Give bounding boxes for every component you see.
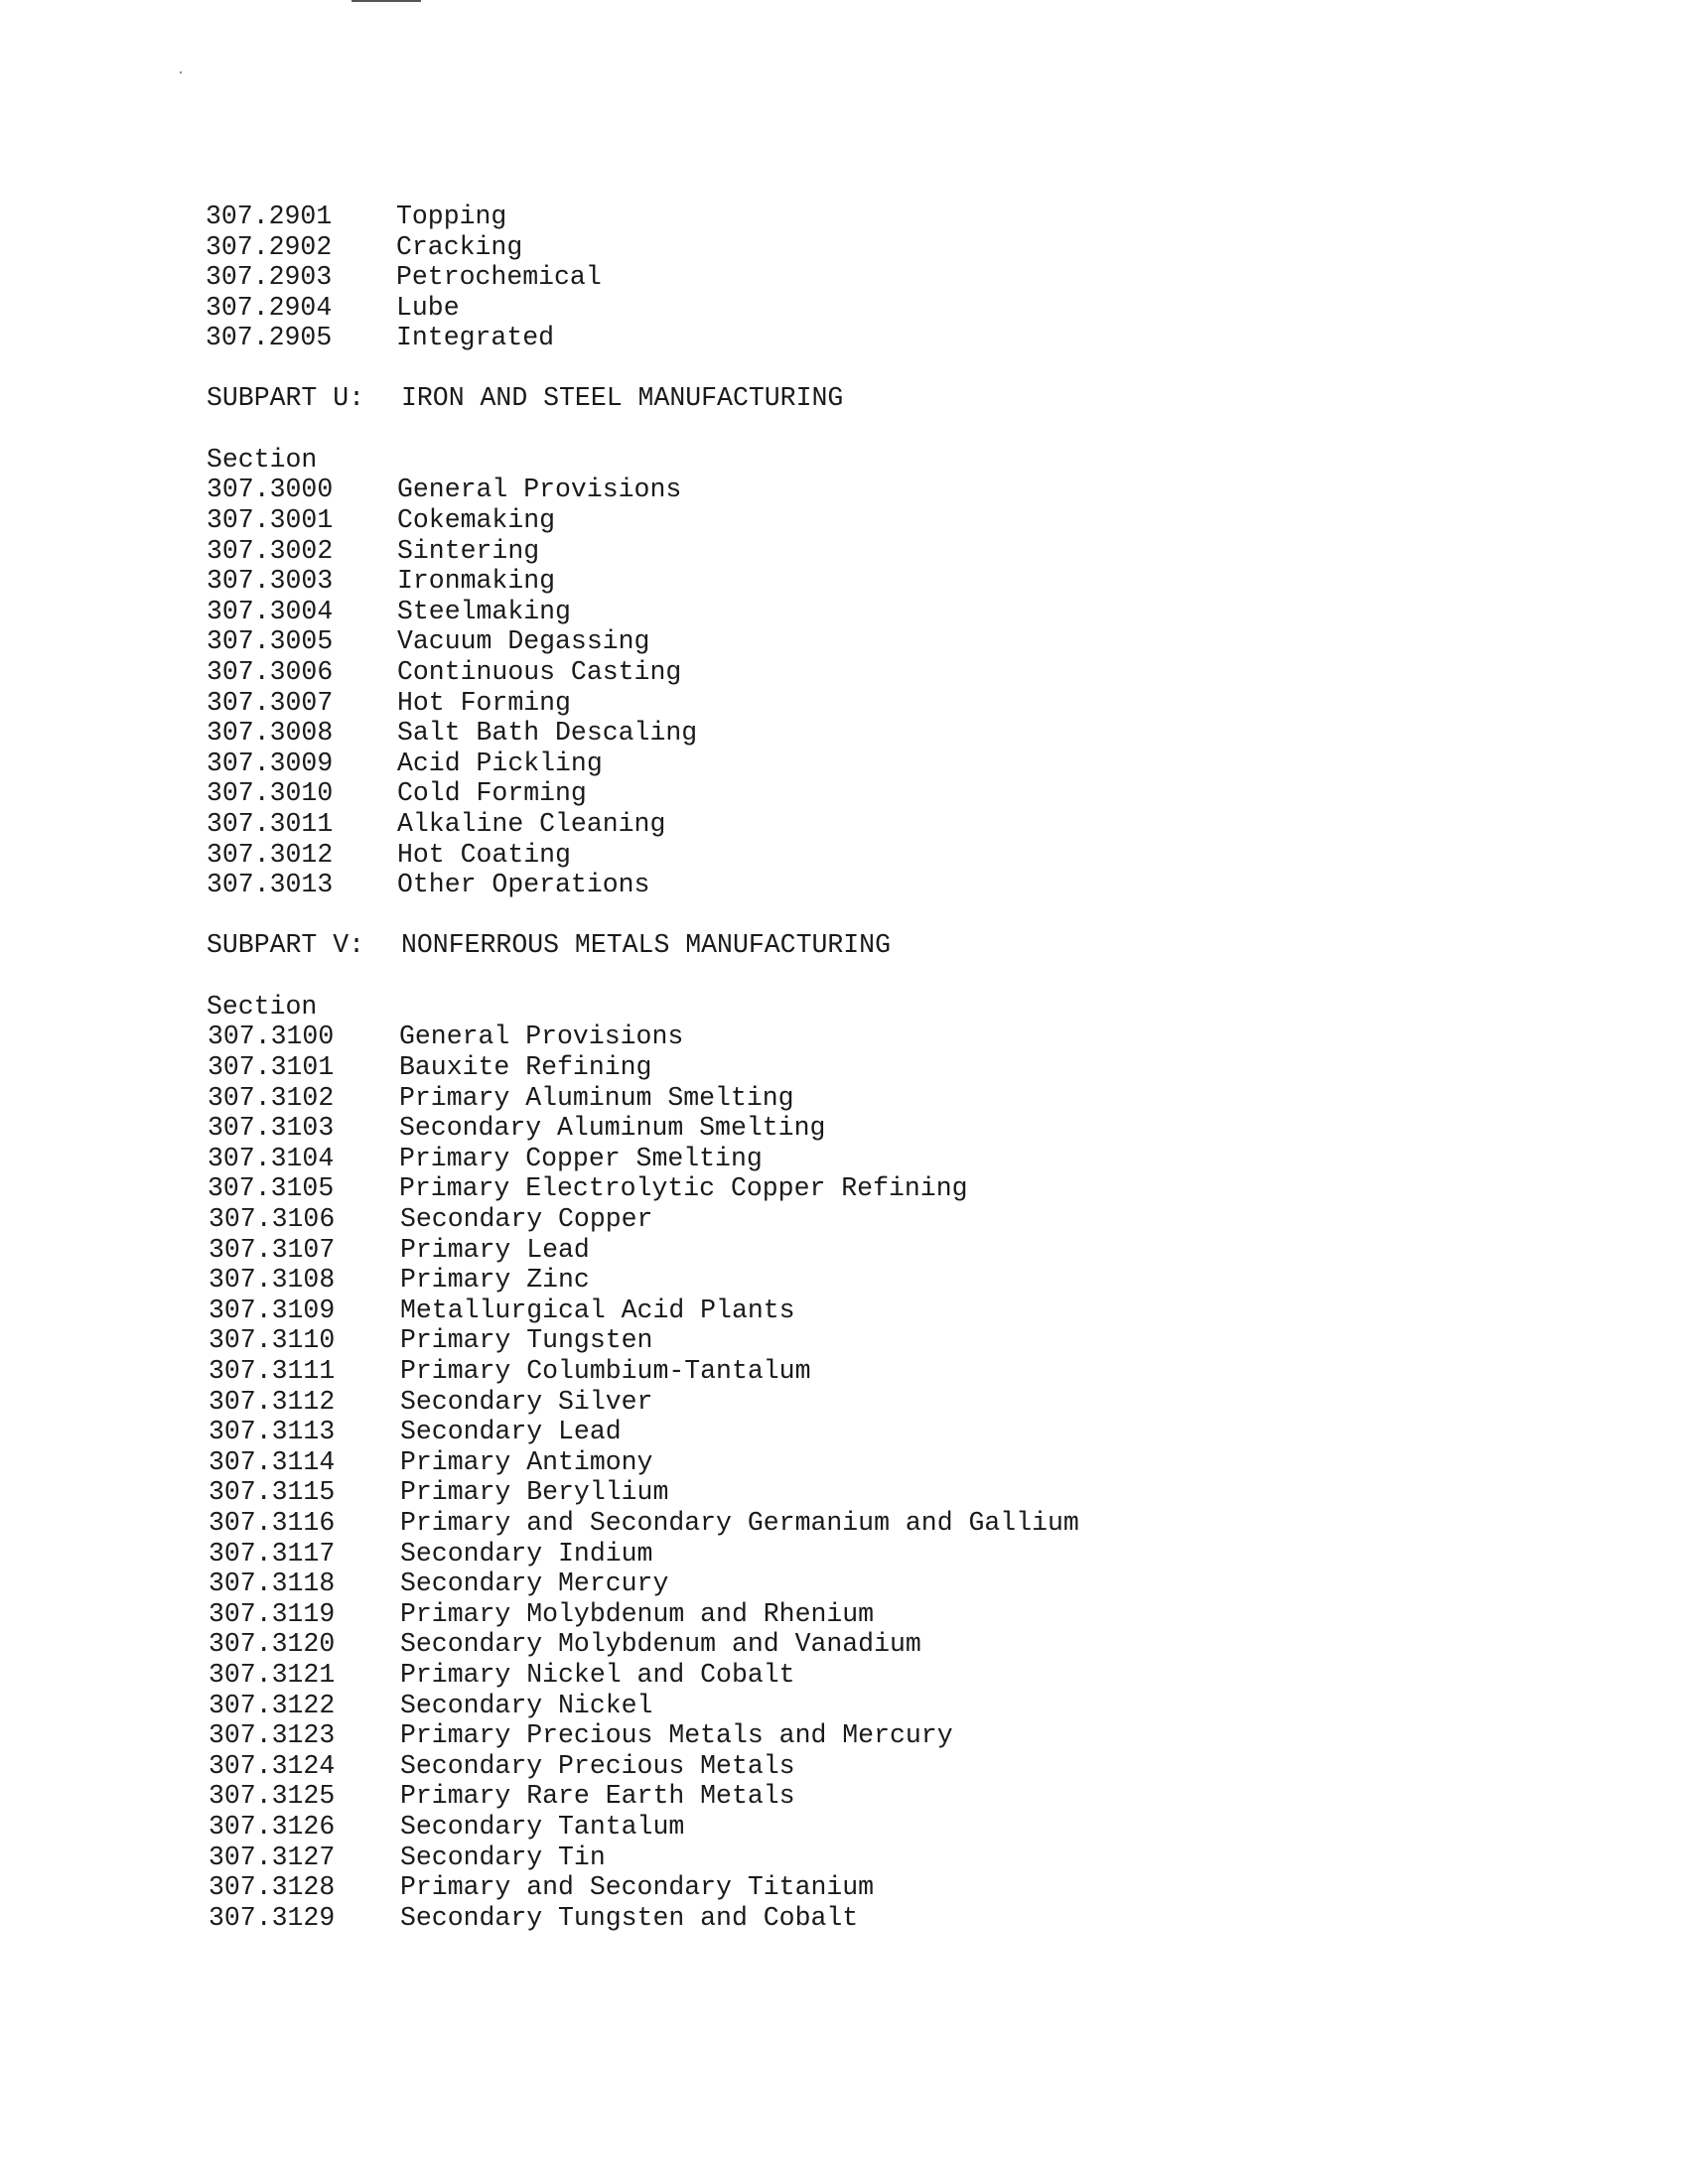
section-title: Primary Rare Earth Metals xyxy=(400,1781,795,1812)
section-header-label: Section xyxy=(207,991,318,1022)
section-row xyxy=(207,505,1644,536)
section-title: Primary Tungsten xyxy=(400,1325,653,1356)
section-row xyxy=(209,1872,1644,1903)
section-number: 307.3123 xyxy=(209,1720,336,1751)
section-row xyxy=(209,1417,1644,1447)
section-title: Secondary Precious Metals xyxy=(400,1750,795,1781)
section-row xyxy=(209,1691,1644,1721)
section-number: 307.3013 xyxy=(207,870,334,900)
section-title: Cokemaking xyxy=(397,505,556,535)
section-row xyxy=(207,718,1644,749)
section-title: Primary Zinc xyxy=(400,1265,590,1296)
section-row xyxy=(207,840,1644,871)
section-number: 307.3000 xyxy=(207,475,334,505)
section-title: Lube xyxy=(396,292,460,323)
section-number: 307.3118 xyxy=(209,1569,336,1599)
section-row xyxy=(208,1144,1644,1174)
section-number: 307.3128 xyxy=(209,1872,336,1903)
section-number: 307.3005 xyxy=(207,626,334,657)
subpart-heading xyxy=(207,383,1644,414)
section-number: 307.3003 xyxy=(207,566,334,597)
section-title: Sintering xyxy=(397,535,540,566)
section-number: 307.3112 xyxy=(209,1386,336,1417)
section-number: 307.2903 xyxy=(206,262,333,293)
section-title: General Provisions xyxy=(397,475,682,505)
section-title: Secondary Tungsten and Cobalt xyxy=(400,1902,859,1933)
section-row xyxy=(209,1843,1644,1873)
section-row xyxy=(207,536,1644,567)
section-title: Secondary Tantalum xyxy=(400,1812,685,1842)
section-row xyxy=(209,1447,1644,1478)
section-title: Secondary Silver xyxy=(400,1386,653,1417)
section-row xyxy=(209,1265,1644,1296)
section-title: Hot Coating xyxy=(397,839,571,870)
section-title: Hot Forming xyxy=(397,687,571,718)
section-title: Primary and Secondary Titanium xyxy=(400,1872,875,1903)
section-row xyxy=(208,1052,1644,1083)
section-title: Secondary Lead xyxy=(400,1417,622,1447)
section-title: Continuous Casting xyxy=(397,657,682,687)
section-title: Vacuum Degassing xyxy=(397,626,650,657)
section-number: 307.2901 xyxy=(206,202,333,231)
section-row xyxy=(209,1660,1644,1691)
section-number: 307.3125 xyxy=(209,1781,336,1812)
section-title: Secondary Tin xyxy=(400,1842,606,1872)
section-title: Acid Pickling xyxy=(397,748,603,778)
section-title: Bauxite Refining xyxy=(399,1052,652,1082)
section-row xyxy=(207,626,1644,657)
section-number: 307.3002 xyxy=(207,535,334,566)
section-number: 307.3119 xyxy=(209,1598,336,1629)
subpart-title: IRON AND STEEL MANUFACTURING xyxy=(401,383,844,413)
section-number: 307.3107 xyxy=(209,1234,336,1265)
section-column-header xyxy=(207,992,1644,1023)
section-number: 307.3101 xyxy=(208,1052,335,1082)
section-title: Primary Lead xyxy=(400,1234,590,1265)
section-row xyxy=(206,202,1644,232)
section-number: 307.3114 xyxy=(209,1446,336,1477)
section-title: Primary Columbium-Tantalum xyxy=(400,1356,811,1386)
section-title: Primary Aluminum Smelting xyxy=(399,1082,794,1113)
section-title: Other Operations xyxy=(397,870,650,900)
section-number: 307.3106 xyxy=(209,1204,336,1234)
section-number: 307.3010 xyxy=(207,778,334,809)
section-title: Salt Bath Descaling xyxy=(397,718,698,749)
section-number: 307.3110 xyxy=(209,1325,336,1356)
section-number: 307.3111 xyxy=(209,1356,336,1386)
section-title: Secondary Indium xyxy=(400,1538,653,1569)
section-row xyxy=(207,778,1644,809)
section-row xyxy=(208,1083,1644,1114)
section-row xyxy=(206,323,1644,353)
section-number: 307.3127 xyxy=(209,1842,336,1872)
section-title: Primary Antimony xyxy=(400,1446,653,1477)
section-number: 307.3009 xyxy=(207,748,334,778)
subpart-title: NONFERROUS METALS MANUFACTURING xyxy=(401,930,891,960)
section-number: 307.3109 xyxy=(209,1295,336,1325)
section-title: Secondary Mercury xyxy=(400,1569,669,1599)
section-row xyxy=(207,657,1644,688)
section-title: Ironmaking xyxy=(397,566,556,597)
section-number: 307.2905 xyxy=(206,323,333,353)
section-row xyxy=(209,1387,1644,1418)
section-row xyxy=(207,475,1644,505)
section-number: 307.3007 xyxy=(207,687,334,718)
section-row xyxy=(209,1508,1644,1539)
section-number: 307.3100 xyxy=(208,1022,335,1052)
section-title: Cold Forming xyxy=(397,778,587,809)
section-title: Alkaline Cleaning xyxy=(397,809,666,839)
section-row xyxy=(206,232,1644,263)
section-row xyxy=(207,597,1644,627)
section-number: 307.3113 xyxy=(209,1417,336,1447)
section-title: Primary Precious Metals and Mercury xyxy=(400,1720,953,1751)
section-row xyxy=(207,688,1644,719)
section-number: 307.3120 xyxy=(209,1629,336,1660)
subpart-label: SUBPART V: xyxy=(207,930,365,960)
section-row xyxy=(208,1173,1644,1204)
section-number: 307.3122 xyxy=(209,1690,336,1720)
section-row xyxy=(209,1903,1644,1934)
section-title: Secondary Aluminum Smelting xyxy=(399,1113,826,1144)
section-number: 307.2904 xyxy=(206,292,333,323)
section-row xyxy=(209,1477,1644,1508)
section-row xyxy=(209,1539,1644,1570)
section-row xyxy=(209,1356,1644,1387)
section-title: Primary Nickel and Cobalt xyxy=(400,1660,795,1690)
section-title: Secondary Nickel xyxy=(400,1690,653,1720)
section-row xyxy=(208,1113,1644,1144)
section-row xyxy=(207,870,1644,900)
section-number: 307.3116 xyxy=(209,1508,336,1538)
section-number: 307.3117 xyxy=(209,1538,336,1569)
section-number: 307.3105 xyxy=(208,1173,335,1204)
section-title: Metallurgical Acid Plants xyxy=(400,1295,795,1325)
section-title: Petrochemical xyxy=(396,262,602,293)
section-title: Secondary Molybdenum and Vanadium xyxy=(400,1629,921,1660)
section-number: 307.3121 xyxy=(209,1660,336,1690)
section-row xyxy=(209,1204,1644,1235)
subpart-heading xyxy=(207,930,1644,961)
section-row xyxy=(209,1296,1644,1326)
section-row xyxy=(209,1781,1644,1812)
section-number: 307.3126 xyxy=(209,1812,336,1842)
section-number: 307.3124 xyxy=(209,1750,336,1781)
section-row xyxy=(208,1022,1644,1052)
section-row xyxy=(209,1325,1644,1356)
section-row xyxy=(207,566,1644,597)
section-row xyxy=(206,293,1644,324)
section-number: 307.3004 xyxy=(207,596,334,626)
section-number: 307.3012 xyxy=(207,839,334,870)
section-number: 307.3102 xyxy=(208,1082,335,1113)
section-number: 307.3108 xyxy=(209,1265,336,1296)
section-row xyxy=(207,809,1644,840)
section-number: 307.3129 xyxy=(209,1902,336,1933)
section-title: Secondary Copper xyxy=(400,1204,653,1234)
section-title: Cracking xyxy=(396,231,523,262)
section-title: Integrated xyxy=(396,323,555,353)
subpart-label: SUBPART U: xyxy=(207,383,365,413)
section-title: Steelmaking xyxy=(397,596,571,626)
section-number: 307.3008 xyxy=(207,718,334,749)
section-title: General Provisions xyxy=(399,1022,684,1052)
section-title: Primary Copper Smelting xyxy=(399,1143,763,1173)
section-number: 307.3104 xyxy=(208,1143,335,1173)
section-title: Primary Molybdenum and Rhenium xyxy=(400,1598,875,1629)
section-row xyxy=(209,1629,1644,1660)
section-number: 307.3115 xyxy=(209,1477,336,1508)
section-row xyxy=(209,1569,1644,1599)
section-title: Primary Electrolytic Copper Refining xyxy=(399,1173,968,1204)
section-row xyxy=(209,1720,1644,1751)
section-header-label: Section xyxy=(207,444,318,475)
section-row xyxy=(209,1235,1644,1266)
section-number: 307.2902 xyxy=(206,231,333,262)
section-number: 307.3001 xyxy=(207,505,334,535)
section-number: 307.3006 xyxy=(207,657,334,687)
section-title: Primary and Secondary Germanium and Gallium xyxy=(400,1508,1079,1538)
section-row xyxy=(206,262,1644,293)
section-row xyxy=(209,1599,1644,1630)
section-row xyxy=(209,1751,1644,1782)
section-row xyxy=(209,1812,1644,1843)
section-row xyxy=(207,749,1644,779)
section-column-header xyxy=(207,445,1644,476)
section-number: 307.3103 xyxy=(208,1113,335,1144)
section-title: Primary Beryllium xyxy=(400,1477,669,1508)
section-title: Topping xyxy=(396,202,507,231)
section-number: 307.3011 xyxy=(207,809,334,839)
